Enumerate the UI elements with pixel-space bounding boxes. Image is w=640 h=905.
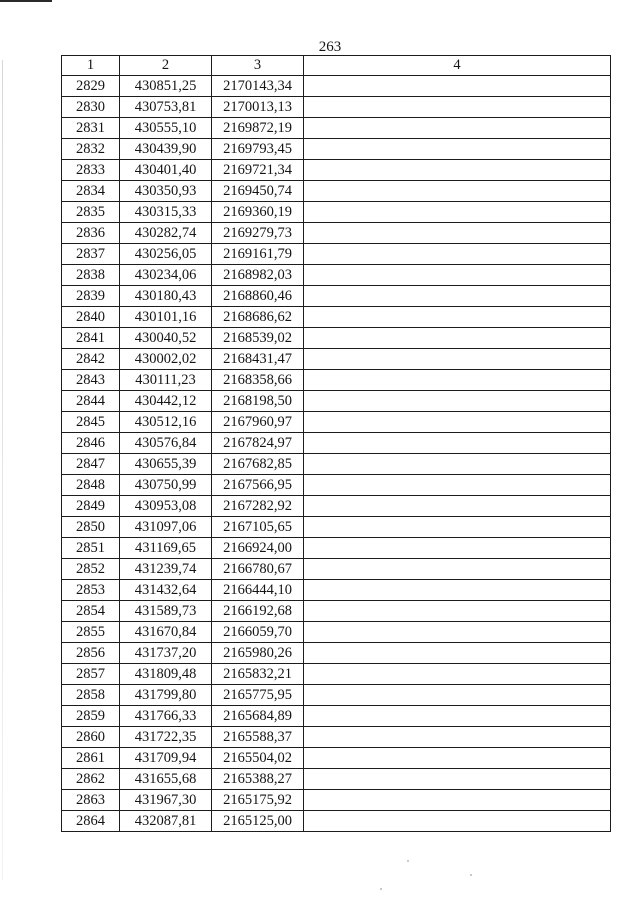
x-coordinate-cell: 430953,08 [120,496,212,517]
x-coordinate-cell: 430442,12 [120,391,212,412]
point-number-cell: 2849 [62,496,120,517]
x-coordinate-cell: 431766,33 [120,706,212,727]
x-coordinate-cell: 430101,16 [120,307,212,328]
x-coordinate-cell: 430401,40 [120,160,212,181]
x-coordinate-cell: 430256,05 [120,244,212,265]
y-coordinate-cell: 2169360,19 [212,202,304,223]
y-coordinate-cell: 2165388,27 [212,769,304,790]
table-row [62,286,611,307]
table-body [62,76,611,832]
y-coordinate-cell: 2169450,74 [212,181,304,202]
notes-cell [304,475,611,496]
y-coordinate-cell: 2165832,21 [212,664,304,685]
table-row [62,328,611,349]
y-coordinate-cell: 2167960,97 [212,412,304,433]
x-coordinate-cell: 431097,06 [120,517,212,538]
notes-cell [304,643,611,664]
y-coordinate-cell: 2166780,67 [212,559,304,580]
x-coordinate-cell: 430315,33 [120,202,212,223]
point-number-cell: 2853 [62,580,120,601]
x-coordinate-cell: 431239,74 [120,559,212,580]
point-number-cell: 2863 [62,790,120,811]
table-row [62,517,611,538]
x-coordinate-cell: 431169,65 [120,538,212,559]
table-row [62,181,611,202]
x-coordinate-cell: 430576,84 [120,433,212,454]
notes-cell [304,811,611,832]
point-number-cell: 2840 [62,307,120,328]
y-coordinate-cell: 2165775,95 [212,685,304,706]
table-row [62,769,611,790]
table-row [62,643,611,664]
y-coordinate-cell: 2167824,97 [212,433,304,454]
coordinates-table [61,55,611,832]
point-number-cell: 2864 [62,811,120,832]
y-coordinate-cell: 2168198,50 [212,391,304,412]
point-number-cell: 2832 [62,139,120,160]
x-coordinate-cell: 431655,68 [120,769,212,790]
table-row [62,223,611,244]
x-coordinate-cell: 431432,64 [120,580,212,601]
x-coordinate-cell: 431722,35 [120,727,212,748]
y-coordinate-cell: 2168982,03 [212,265,304,286]
x-coordinate-cell: 431967,30 [120,790,212,811]
y-coordinate-cell: 2169279,73 [212,223,304,244]
point-number-cell: 2837 [62,244,120,265]
y-coordinate-cell: 2168431,47 [212,349,304,370]
notes-cell [304,244,611,265]
table-row [62,559,611,580]
x-coordinate-cell: 430180,43 [120,286,212,307]
point-number-cell: 2838 [62,265,120,286]
x-coordinate-cell: 430753,81 [120,97,212,118]
notes-cell [304,97,611,118]
y-coordinate-cell: 2170143,34 [212,76,304,97]
point-number-cell: 2847 [62,454,120,475]
notes-cell [304,139,611,160]
y-coordinate-cell: 2165175,92 [212,790,304,811]
notes-cell [304,118,611,139]
point-number-cell: 2841 [62,328,120,349]
point-number-cell: 2829 [62,76,120,97]
notes-cell [304,223,611,244]
column-header-1: 1 [62,56,120,76]
x-coordinate-cell: 430555,10 [120,118,212,139]
notes-cell [304,685,611,706]
x-coordinate-cell: 430111,23 [120,370,212,391]
y-coordinate-cell: 2166444,10 [212,580,304,601]
point-number-cell: 2834 [62,181,120,202]
table-row [62,244,611,265]
table-header [62,56,611,76]
x-coordinate-cell: 430002,02 [120,349,212,370]
notes-cell [304,664,611,685]
notes-cell [304,517,611,538]
point-number-cell: 2857 [62,664,120,685]
y-coordinate-cell: 2166924,00 [212,538,304,559]
x-coordinate-cell: 430851,25 [120,76,212,97]
x-coordinate-cell: 430282,74 [120,223,212,244]
table-row [62,118,611,139]
notes-cell [304,328,611,349]
x-coordinate-cell: 431670,84 [120,622,212,643]
point-number-cell: 2833 [62,160,120,181]
scan-edge-mark [0,0,52,2]
notes-cell [304,433,611,454]
table-row [62,160,611,181]
point-number-cell: 2848 [62,475,120,496]
point-number-cell: 2860 [62,727,120,748]
table-row [62,202,611,223]
page-number: 263 [318,39,342,55]
point-number-cell: 2836 [62,223,120,244]
y-coordinate-cell: 2167105,65 [212,517,304,538]
point-number-cell: 2858 [62,685,120,706]
table-row [62,454,611,475]
point-number-cell: 2843 [62,370,120,391]
y-coordinate-cell: 2166059,70 [212,622,304,643]
x-coordinate-cell: 430750,99 [120,475,212,496]
y-coordinate-cell: 2168686,62 [212,307,304,328]
table-row [62,580,611,601]
y-coordinate-cell: 2169161,79 [212,244,304,265]
x-coordinate-cell: 430512,16 [120,412,212,433]
table-row [62,748,611,769]
table-row [62,664,611,685]
x-coordinate-cell: 431809,48 [120,664,212,685]
y-coordinate-cell: 2169721,34 [212,160,304,181]
x-coordinate-cell: 430439,90 [120,139,212,160]
y-coordinate-cell: 2168860,46 [212,286,304,307]
table-row [62,97,611,118]
x-coordinate-cell: 432087,81 [120,811,212,832]
notes-cell [304,748,611,769]
table-row [62,349,611,370]
notes-cell [304,559,611,580]
notes-cell [304,412,611,433]
notes-cell [304,538,611,559]
point-number-cell: 2850 [62,517,120,538]
table-row [62,496,611,517]
x-coordinate-cell: 431589,73 [120,601,212,622]
y-coordinate-cell: 2165684,89 [212,706,304,727]
point-number-cell: 2855 [62,622,120,643]
y-coordinate-cell: 2165504,02 [212,748,304,769]
y-coordinate-cell: 2168358,66 [212,370,304,391]
point-number-cell: 2831 [62,118,120,139]
table-row [62,601,611,622]
notes-cell [304,286,611,307]
column-header-4: 4 [304,56,611,76]
y-coordinate-cell: 2165588,37 [212,727,304,748]
point-number-cell: 2846 [62,433,120,454]
table-row [62,706,611,727]
x-coordinate-cell: 431799,80 [120,685,212,706]
scan-speck [407,860,409,862]
column-header-3: 3 [212,56,304,76]
notes-cell [304,622,611,643]
y-coordinate-cell: 2170013,13 [212,97,304,118]
point-number-cell: 2852 [62,559,120,580]
table-row [62,307,611,328]
notes-cell [304,727,611,748]
table-row [62,475,611,496]
scan-speck [380,888,382,890]
point-number-cell: 2844 [62,391,120,412]
y-coordinate-cell: 2165125,00 [212,811,304,832]
notes-cell [304,160,611,181]
column-header-2: 2 [120,56,212,76]
table-row [62,433,611,454]
x-coordinate-cell: 430350,93 [120,181,212,202]
notes-cell [304,496,611,517]
table-header-row [62,56,611,76]
table-row [62,790,611,811]
y-coordinate-cell: 2167682,85 [212,454,304,475]
notes-cell [304,601,611,622]
point-number-cell: 2851 [62,538,120,559]
y-coordinate-cell: 2165980,26 [212,643,304,664]
point-number-cell: 2842 [62,349,120,370]
notes-cell [304,790,611,811]
x-coordinate-cell: 431737,20 [120,643,212,664]
notes-cell [304,349,611,370]
notes-cell [304,454,611,475]
table-row [62,685,611,706]
point-number-cell: 2854 [62,601,120,622]
notes-cell [304,181,611,202]
table-row [62,139,611,160]
notes-cell [304,202,611,223]
y-coordinate-cell: 2167282,92 [212,496,304,517]
table-row [62,622,611,643]
point-number-cell: 2859 [62,706,120,727]
notes-cell [304,76,611,97]
table-row [62,76,611,97]
y-coordinate-cell: 2168539,02 [212,328,304,349]
point-number-cell: 2861 [62,748,120,769]
x-coordinate-cell: 431709,94 [120,748,212,769]
table-row [62,412,611,433]
y-coordinate-cell: 2167566,95 [212,475,304,496]
point-number-cell: 2839 [62,286,120,307]
table-row [62,811,611,832]
x-coordinate-cell: 430040,52 [120,328,212,349]
y-coordinate-cell: 2166192,68 [212,601,304,622]
scan-left-edge [2,60,3,880]
table-row [62,727,611,748]
scan-speck [470,874,472,876]
notes-cell [304,265,611,286]
notes-cell [304,391,611,412]
point-number-cell: 2830 [62,97,120,118]
point-number-cell: 2862 [62,769,120,790]
x-coordinate-cell: 430234,06 [120,265,212,286]
notes-cell [304,307,611,328]
notes-cell [304,706,611,727]
table-row [62,538,611,559]
table-row [62,265,611,286]
notes-cell [304,370,611,391]
x-coordinate-cell: 430655,39 [120,454,212,475]
notes-cell [304,580,611,601]
notes-cell [304,769,611,790]
point-number-cell: 2845 [62,412,120,433]
y-coordinate-cell: 2169872,19 [212,118,304,139]
table-row [62,370,611,391]
table-row [62,391,611,412]
y-coordinate-cell: 2169793,45 [212,139,304,160]
point-number-cell: 2856 [62,643,120,664]
point-number-cell: 2835 [62,202,120,223]
